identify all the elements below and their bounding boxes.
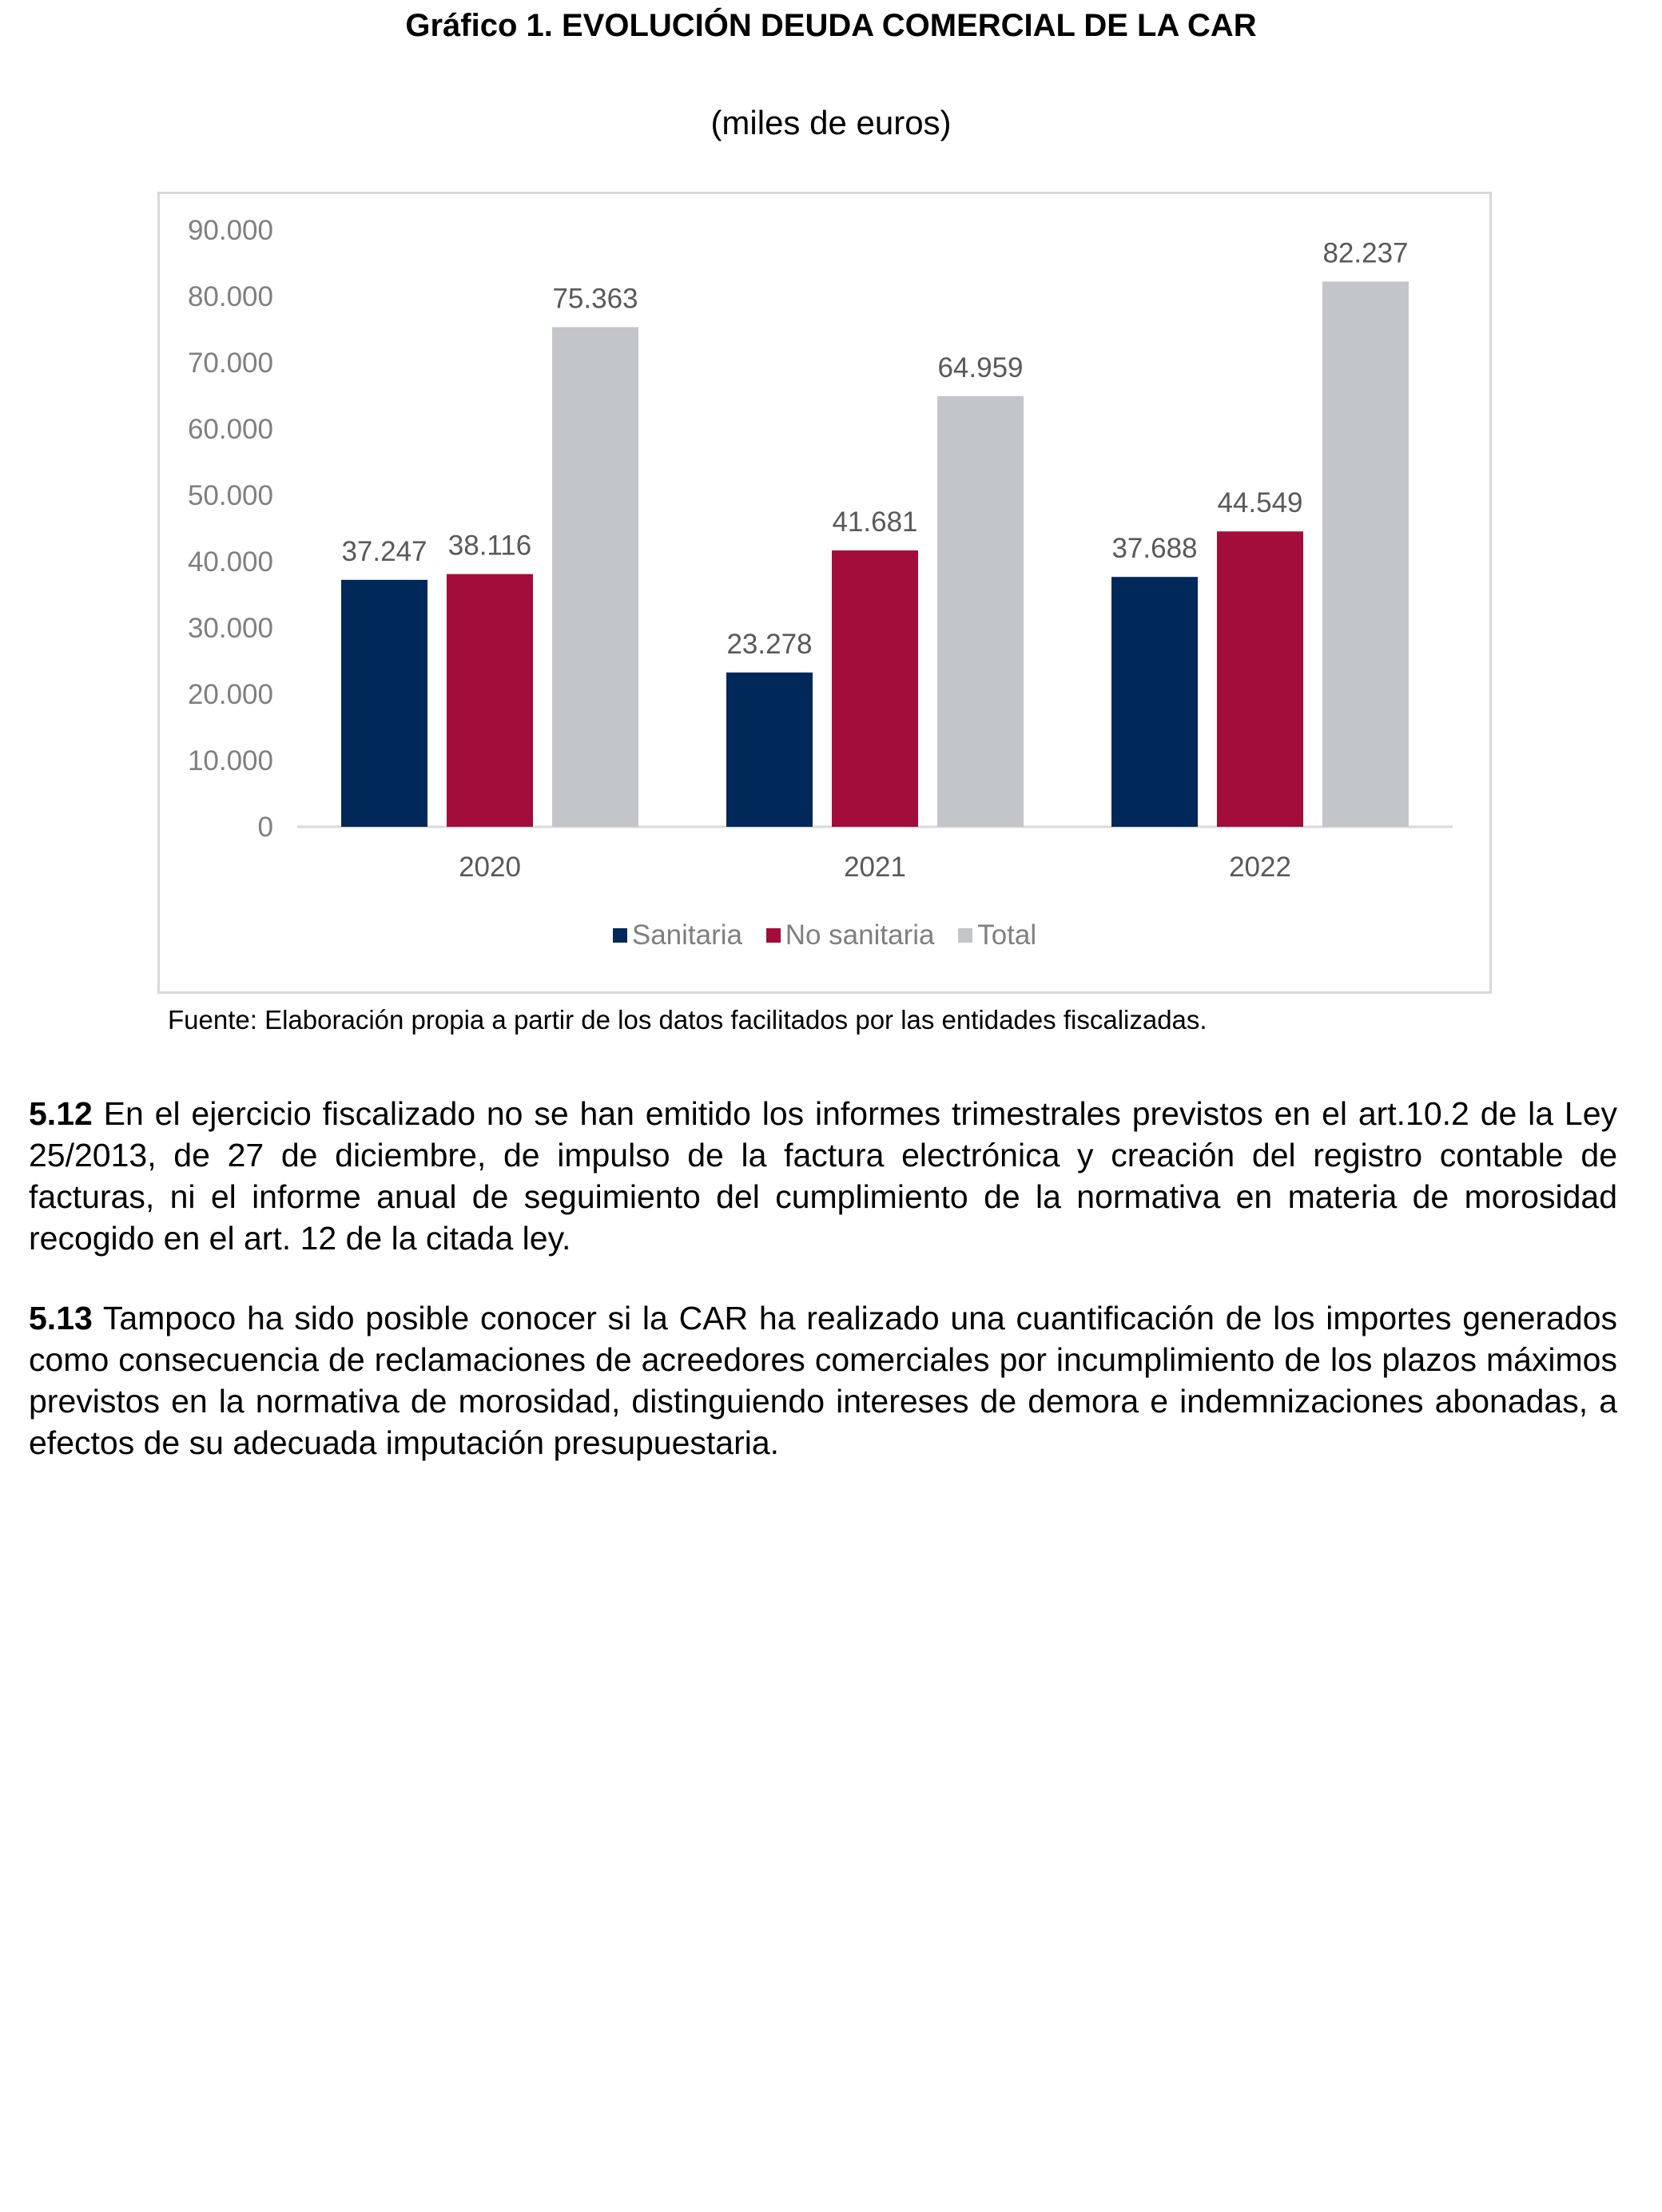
x-tick-label: 2021: [844, 852, 906, 883]
legend-item-total: [958, 919, 1036, 951]
data-label: 82.237: [1322, 237, 1409, 269]
bar-sanitaria-2021: [726, 673, 813, 827]
paragraph-text: Tampoco ha sido posible conocer si la CAR ha realizado una cuantificación de los importes generados como consecuencia de reclamaciones de acreedores comerciales por incumplimiento de los plazos máximos previstos en la normativa de morosidad, distinguiendo intereses de demora e indemnizaciones abonadas, a efectos de su adecuada imputación presupuestaria.: [29, 1300, 1617, 1461]
paragraph-5-13: [29, 1297, 1617, 1463]
y-tick-label: 20.000: [187, 679, 273, 710]
legend-swatch-sanitaria: [613, 928, 627, 943]
x-tick-label: 2022: [1229, 852, 1291, 883]
paragraph-number: 5.12: [29, 1095, 93, 1132]
paragraph-text: En el ejercicio fiscalizado no se han emitido los informes trimestrales previstos en el art.10.2 de la Ley 25/2013, de 27 de diciembre, de impulso de la factura electrónica y creación del registro contable de facturas, ni el informe anual de seguimiento del cumplimiento de la normativa en materia de morosidad recogido en el art. 12 de la citada ley.: [29, 1095, 1617, 1257]
data-label: 37.688: [1111, 533, 1198, 565]
y-tick-label: 0: [257, 812, 273, 843]
data-label: 44.549: [1217, 487, 1303, 519]
bar-no-sanitaria-2021: [832, 550, 918, 827]
data-label: 64.959: [937, 351, 1024, 383]
y-tick-label: 30.000: [187, 613, 273, 644]
y-tick-label: 80.000: [187, 281, 273, 312]
chart-source-note: Fuente: Elaboración propia a partir de los datos facilitados por las entidades fiscalizadas.: [168, 1005, 1207, 1035]
paragraph-5-12: [29, 1093, 1617, 1259]
bar-sanitaria-2022: [1111, 577, 1198, 827]
bar-chart: [160, 194, 1489, 991]
y-tick-label: 70.000: [187, 347, 273, 379]
y-tick-label: 40.000: [187, 546, 273, 578]
bar-total-2022: [1322, 281, 1409, 827]
chart-container: [157, 192, 1492, 994]
y-tick-label: 60.000: [187, 414, 273, 445]
legend-swatch-total: [958, 928, 972, 943]
data-label: 41.681: [832, 506, 918, 538]
legend-label-no-sanitaria: No sanitaria: [785, 919, 935, 951]
legend-swatch-no-sanitaria: [766, 928, 781, 943]
bar-total-2021: [937, 396, 1024, 827]
bar-sanitaria-2020: [341, 580, 427, 827]
data-label: 38.116: [447, 530, 532, 562]
data-label: 37.247: [341, 535, 427, 567]
chart-legend: [160, 919, 1489, 951]
bar-no-sanitaria-2022: [1217, 531, 1303, 827]
data-label: 75.363: [552, 283, 638, 315]
legend-label-total: Total: [977, 919, 1037, 951]
bar-no-sanitaria-2020: [447, 574, 533, 827]
y-tick-label: 90.000: [187, 215, 273, 246]
y-tick-label: 10.000: [187, 745, 273, 776]
y-tick-label: 50.000: [187, 480, 273, 511]
x-tick-label: 2020: [459, 852, 521, 883]
paragraph-number: 5.13: [29, 1300, 93, 1336]
bar-total-2020: [552, 327, 638, 827]
legend-item-no-sanitaria: [766, 919, 935, 951]
legend-label-sanitaria: Sanitaria: [631, 919, 742, 951]
chart-subtitle: (miles de euros): [710, 104, 952, 141]
legend-item-sanitaria: [613, 919, 742, 951]
data-label: 23.278: [726, 628, 813, 660]
chart-title: Gráfico 1. EVOLUCIÓN DEUDA COMERCIAL DE LA CAR: [405, 8, 1257, 43]
